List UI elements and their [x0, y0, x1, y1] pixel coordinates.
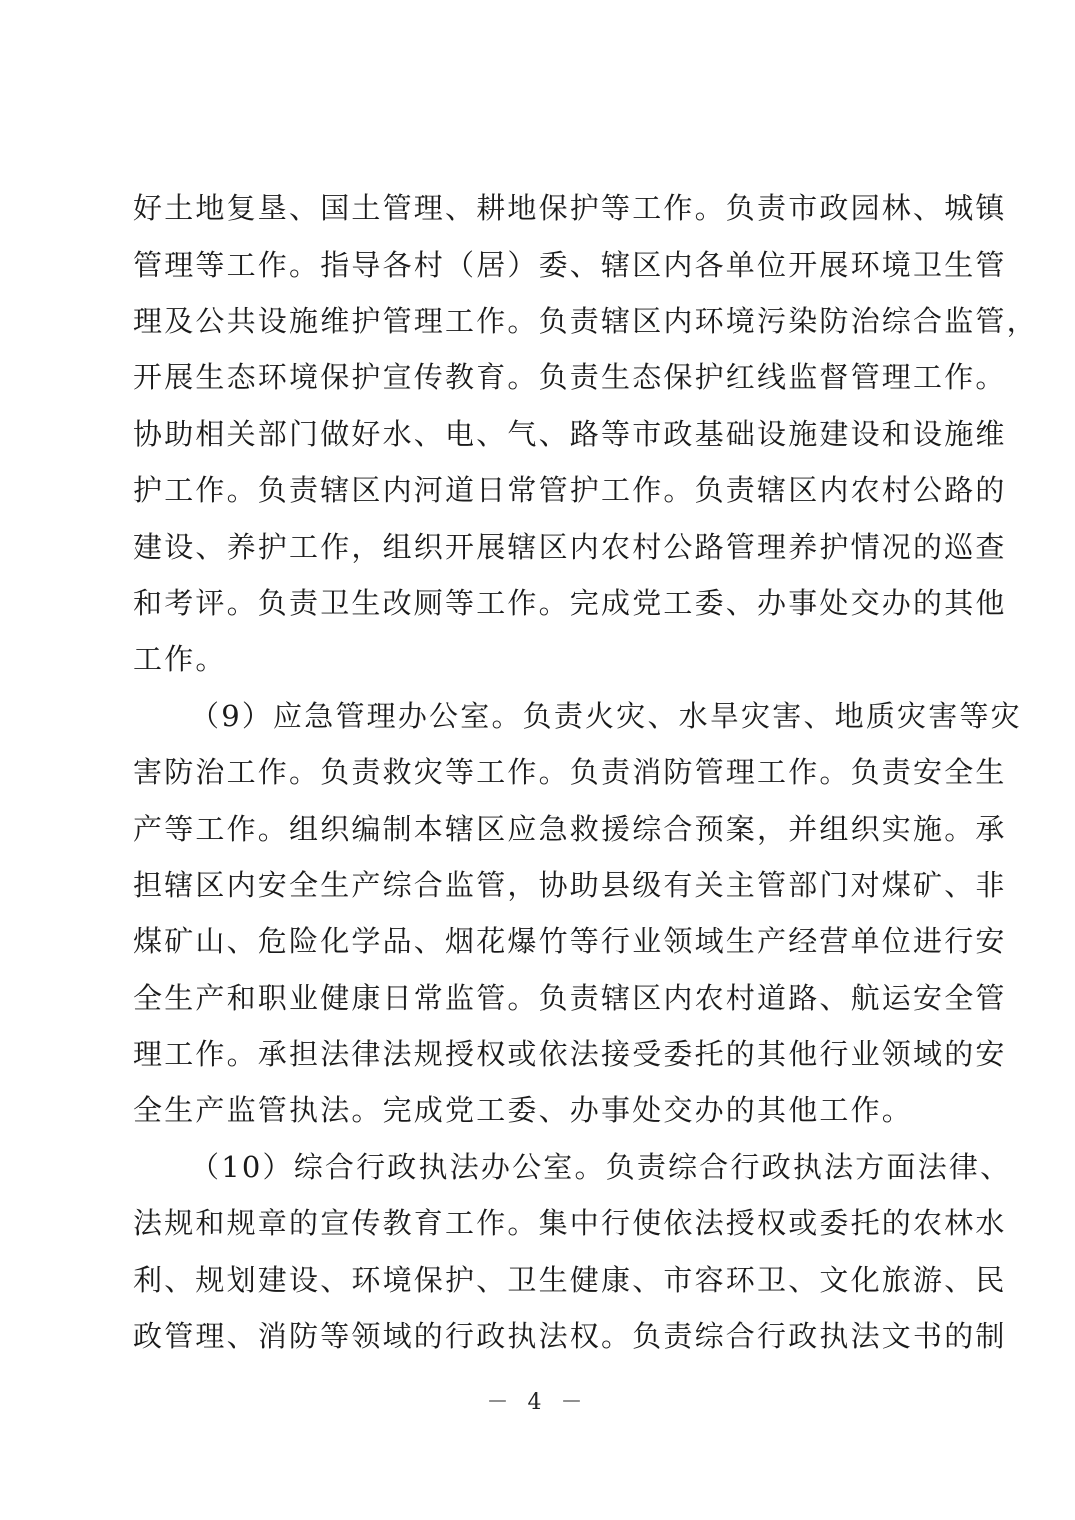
body-text-line: 产等工作。组织编制本辖区应急救援综合预案，并组织实施。承 [133, 812, 1007, 846]
body-text-line: 政管理、消防等领域的行政执法权。负责综合行政执法文书的制 [133, 1319, 1007, 1353]
body-text-line: 建设、养护工作，组织开展辖区内农村公路管理养护情况的巡查 [133, 530, 1007, 564]
body-text-line: 理及公共设施维护管理工作。负责辖区内环境污染防治综合监管， [133, 304, 1038, 338]
section-heading-line: （10）综合行政执法办公室。负责综合行政执法方面法律、 [190, 1150, 1012, 1184]
body-text-line: 管理等工作。指导各村（居）委、辖区内各单位开展环境卫生管 [133, 248, 1007, 282]
body-text-line: 理工作。承担法律法规授权或依法接受委托的其他行业领域的安 [133, 1037, 1007, 1071]
body-text-line: 害防治工作。负责救灾等工作。负责消防管理工作。负责安全生 [133, 755, 1007, 789]
body-text-line: 工作。 [133, 642, 227, 676]
body-text-line: 担辖区内安全生产综合监管，协助县级有关主管部门对煤矿、非 [133, 868, 1007, 902]
body-text-line: 护工作。负责辖区内河道日常管护工作。负责辖区内农村公路的 [133, 473, 1007, 507]
body-text-line: 利、规划建设、环境保护、卫生健康、市容环卫、文化旅游、民 [133, 1263, 1007, 1297]
body-text-line: 全生产监管执法。完成党工委、办事处交办的其他工作。 [133, 1093, 914, 1127]
body-text-line: 煤矿山、危险化学品、烟花爆竹等行业领域生产经营单位进行安 [133, 924, 1007, 958]
page-number: － 4 － [486, 1390, 589, 1415]
body-text-line: 和考评。负责卫生改厕等工作。完成党工委、办事处交办的其他 [133, 586, 1007, 620]
body-text-line: 协助相关部门做好水、电、气、路等市政基础设施建设和设施维 [133, 417, 1007, 451]
section-heading-line: （9）应急管理办公室。负责火灾、水旱灾害、地质灾害等灾 [190, 699, 1022, 733]
body-text-line: 开展生态环境保护宣传教育。负责生态保护红线监督管理工作。 [133, 360, 1007, 394]
body-text-line: 好土地复垦、国土管理、耕地保护等工作。负责市政园林、城镇 [133, 191, 1007, 225]
body-text-line: 法规和规章的宣传教育工作。集中行使依法授权或委托的农林水 [133, 1206, 1007, 1240]
body-text-line: 全生产和职业健康日常监管。负责辖区内农村道路、航运安全管 [133, 981, 1007, 1015]
